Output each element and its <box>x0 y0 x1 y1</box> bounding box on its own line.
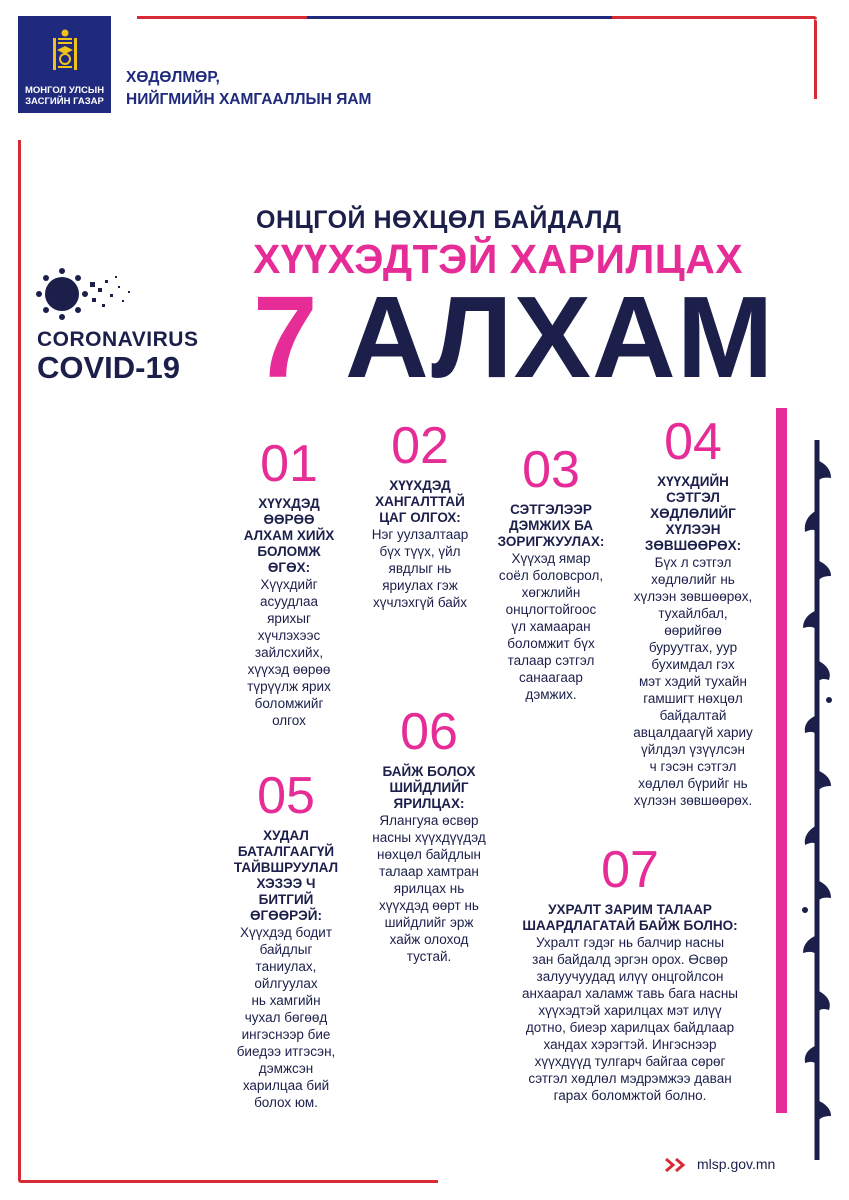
step-04 <box>614 414 772 809</box>
step-heading-line: ДЭМЖИХ БА <box>508 518 594 533</box>
double-chevron-right-icon <box>664 1157 690 1173</box>
step-heading-line: УХРАЛТ ЗАРИМ ТАЛААР <box>548 902 712 917</box>
government-logo <box>18 16 111 113</box>
step-body-line: ойлгуулах <box>254 976 318 991</box>
step-heading-line: ХӨДЛӨЛИЙГ <box>650 506 736 521</box>
step-body-line: шийдлийг эрж <box>384 915 474 930</box>
step-number: 05 <box>257 767 315 825</box>
step-01 <box>220 436 358 729</box>
step-body-line: авцалдаагүй хариу <box>633 725 753 740</box>
step-heading-line: ХЭЗЭЭ Ч <box>256 876 316 891</box>
frame-line-top-red <box>137 16 307 19</box>
step-heading-line: ЗОРИГЖУУЛАХ: <box>497 534 605 549</box>
step-body-line: анхаарал халамж тавь бага насны <box>522 986 738 1001</box>
step-number: 01 <box>260 435 318 493</box>
frame-line-right <box>814 19 817 99</box>
step-heading-line: ЦАГ ОЛГОХ: <box>379 510 461 525</box>
pink-vertical-bar <box>776 408 787 1113</box>
title-line1: ОНЦГОЙ НӨХЦӨЛ БАЙДАЛД <box>256 206 622 234</box>
step-heading-line: ТАЙВШРУУЛАЛ <box>233 860 339 875</box>
step-body-line: хүчлэхгүй байх <box>372 595 468 610</box>
step-body <box>490 550 612 703</box>
step-03 <box>490 442 612 703</box>
step-body <box>614 554 772 809</box>
step-heading-line: ХҮҮХДЭД <box>389 478 451 493</box>
step-body-line: ингэснээр бие <box>241 1027 331 1042</box>
step-number: 03 <box>522 441 580 499</box>
step-number: 02 <box>391 417 449 475</box>
step-body-line: мэт хэдий тухайн <box>638 674 748 689</box>
step-heading-line: АЛХАМ ХИЙХ <box>243 528 335 543</box>
step-body-line: хүүхэд өөрөө <box>247 662 331 677</box>
step-heading <box>356 478 484 526</box>
ministry-name <box>126 67 371 111</box>
logo-text-line2: ЗАСГИЙН ГАЗАР <box>25 96 104 107</box>
step-body-line: зайлсхийх, <box>254 645 324 660</box>
step-heading-line: ХҮҮХДЭД <box>258 496 320 511</box>
step-heading <box>490 502 612 550</box>
step-body-line: соёл боловсрол, <box>498 568 604 583</box>
step-heading-line: СЭТГЭЛ <box>666 490 720 505</box>
ministry-name-line2: НИЙГМИЙН ХАМГААЛЛЫН ЯАМ <box>126 91 372 108</box>
step-body-line: гамшигт нөхцөл <box>643 691 743 706</box>
step-body-line: бүх түүх, үйл <box>379 544 461 559</box>
step-heading <box>354 764 504 812</box>
frame-line-top-right <box>612 16 817 19</box>
step-number: 07 <box>601 841 659 899</box>
step-body-line: харилцаа бий <box>242 1078 330 1093</box>
frame-line-left <box>18 140 21 1180</box>
ministry-name-line1: ХӨДӨЛМӨР, <box>126 69 220 86</box>
step-heading-line: ХАНГАЛТТАЙ <box>375 494 465 509</box>
step-heading-line: ШИЙДЛИЙГ <box>389 780 469 795</box>
step-heading-line: ХУДАЛ <box>263 828 309 843</box>
soyombo-emblem-icon <box>51 28 79 72</box>
step-body-line: байдалтай <box>659 708 727 723</box>
step-heading <box>510 902 750 934</box>
step-body-line: нөхцөл байдлын <box>377 847 481 862</box>
step-body-line: хөдлөл бүрийг нь <box>638 776 748 791</box>
step-body-line: болох юм. <box>254 1095 318 1110</box>
step-body-line: сэтгэл хөдлөл мэдрэмжээ даван <box>528 1071 732 1086</box>
step-heading-line: ӨГӨХ: <box>267 560 311 575</box>
step-body-line: нь хамгийн <box>251 993 321 1008</box>
step-body-line: Бүх л сэтгэл <box>654 555 732 570</box>
step-body-line: онцлогтойгоос <box>505 602 597 617</box>
step-body-line: хайж олоход <box>389 932 469 947</box>
step-body-line: Хүүхдэд бодит <box>239 925 333 940</box>
step-body-line: Нэг уулзалтаар <box>371 527 469 542</box>
frame-line-bottom <box>18 1180 438 1183</box>
step-body-line: бухимдал гэх <box>651 657 735 672</box>
step-heading-line: ШААРДЛАГАТАЙ БАЙЖ БОЛНО: <box>522 918 738 933</box>
step-body-line: хүчлэхээс <box>257 628 321 643</box>
step-heading-line: БАТАЛГААГҮЙ <box>237 844 335 859</box>
step-heading <box>614 474 772 554</box>
step-body-line: үйлдэл үзүүлсэн <box>641 742 745 757</box>
step-body-line: тухайлбал, <box>658 606 728 621</box>
step-body <box>354 812 504 965</box>
step-body-line: Хүүхдийг <box>260 577 318 592</box>
step-heading-line: ЗӨВШӨӨРӨХ: <box>644 538 742 553</box>
step-body-line: чухал бөгөөд <box>244 1010 328 1025</box>
step-body-line: Хүүхэд ямар <box>511 551 591 566</box>
website-link[interactable]: mlsp.gov.mn <box>697 1156 776 1172</box>
step-body-line: тустай. <box>406 949 452 964</box>
step-body-line: явдлыг нь <box>388 561 452 576</box>
step-body-line: залуучуудад илүү онцгойлсон <box>536 969 724 984</box>
step-heading-line: ХҮҮХДИЙН <box>657 474 729 489</box>
step-body-line: насны хүүхдүүдэд <box>372 830 486 845</box>
coronavirus-particle-icon <box>30 258 140 328</box>
step-07 <box>510 842 750 1104</box>
step-heading-line: БАЙЖ БОЛОХ <box>382 764 476 779</box>
step-body-line: дотно, биеэр харилцах байдлаар <box>525 1020 735 1035</box>
step-body-line: буруутгах, уур <box>648 640 738 655</box>
step-heading-line: ХҮЛЭЭН <box>665 522 721 537</box>
step-body-line: хүүхдүүд тулгарч байгаа сөрөг <box>534 1054 726 1069</box>
step-heading-line: БИТГИЙ <box>258 892 314 907</box>
step-body-line: Ялангуяа өсвөр <box>379 813 479 828</box>
step-body <box>356 526 484 611</box>
step-body-line: өөрийгөө <box>664 623 722 638</box>
step-body-line: үл хамааран <box>511 619 591 634</box>
step-05 <box>216 768 356 1111</box>
step-body-line: биедээ итгэсэн, <box>236 1044 336 1059</box>
step-body-line: ярихыг <box>267 611 311 626</box>
covid-badge-line2: COVID-19 <box>37 350 180 385</box>
step-body-line: олгох <box>272 713 306 728</box>
step-body <box>220 576 358 729</box>
title-number: 7 <box>253 272 318 402</box>
step-body-line: асуудлаа <box>259 594 319 609</box>
step-body-line: яриулах гэж <box>382 578 458 593</box>
step-body-line: ч гэсэн сэтгэл <box>649 759 737 774</box>
step-body-line: түрүүлж ярих <box>247 679 331 694</box>
step-body-line: хөгжлийн <box>521 585 581 600</box>
step-body-line: ярилцах нь <box>393 881 465 896</box>
step-heading-line: СЭТГЭЛЭЭР <box>510 502 592 517</box>
step-body-line: Ухралт гэдэг нь балчир насны <box>535 935 725 950</box>
step-body-line: дэмжсэн <box>258 1061 314 1076</box>
mongolian-script-text-icon <box>795 440 839 1160</box>
step-body-line: хүүхдэд өөрт нь <box>379 898 479 913</box>
covid-badge-line1: CORONAVIRUS <box>37 328 199 351</box>
step-heading-line: БОЛОМЖ <box>257 544 321 559</box>
title-word: АЛХАМ <box>345 272 775 402</box>
step-body-line: гарах боломжтой болно. <box>553 1088 707 1103</box>
step-body-line: хүлээн зөвшөөрөх, <box>633 589 753 604</box>
step-heading <box>220 496 358 576</box>
title-line2: ХҮҮХЭДТЭЙ ХАРИЛЦАХ <box>253 236 744 282</box>
step-body-line: хөдлөлийг нь <box>651 572 735 587</box>
step-body-line: боломжит бүх <box>507 636 595 651</box>
step-heading-line: ӨӨРӨӨ <box>263 512 315 527</box>
step-06 <box>354 704 504 965</box>
step-body-line: хүлээн зөвшөөрөх. <box>633 793 753 808</box>
step-body-line: хүүхэдтэй харилцах мэт илүү <box>538 1003 722 1018</box>
step-heading <box>216 828 356 924</box>
step-body-line: талаар сэтгэл <box>507 653 595 668</box>
step-02 <box>356 418 484 611</box>
step-body-line: зан байдалд эргэн орох. Өсвөр <box>532 952 728 967</box>
step-body-line: дэмжих. <box>525 687 577 702</box>
step-body-line: боломжийг <box>254 696 324 711</box>
step-body-line: байдлыг <box>259 942 313 957</box>
step-body <box>510 934 750 1104</box>
step-body-line: хандах хэрэгтэй. Ингэснээр <box>543 1037 717 1052</box>
step-body-line: талаар хамтран <box>379 864 479 879</box>
step-number: 04 <box>664 413 722 471</box>
step-body <box>216 924 356 1111</box>
step-heading-line: ЯРИЛЦАХ: <box>393 796 465 811</box>
frame-line-top-blue <box>307 16 612 19</box>
step-number: 06 <box>400 703 458 761</box>
logo-text-line1: МОНГОЛ УЛСЫН <box>24 85 105 96</box>
step-body-line: таниулах, <box>255 959 317 974</box>
step-body-line: санаагаар <box>519 670 583 685</box>
step-heading-line: ӨГӨӨРЭЙ: <box>250 908 322 923</box>
